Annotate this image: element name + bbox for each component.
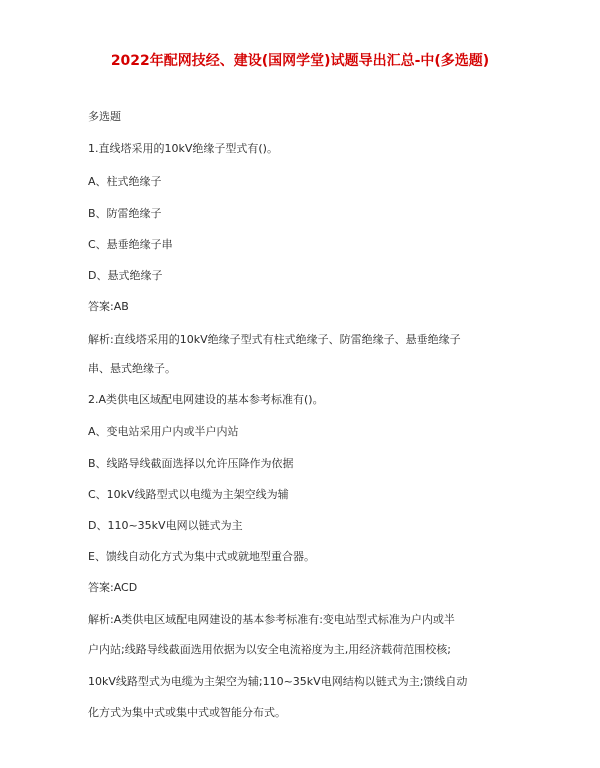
q2-option-a: A、变电站采用户内或半户内站 bbox=[88, 425, 239, 438]
q2-option-e: E、馈线自动化方式为集中式或就地型重合器。 bbox=[88, 550, 315, 563]
section-heading: 多选题 bbox=[88, 110, 121, 123]
q2-option-c: C、10kV线路型式以电缆为主架空线为辅 bbox=[88, 488, 289, 501]
q2-analysis-line: 10kV线路型式为电缆为主架空为辅;110~35kV电网结构以链式为主;馈线自动 bbox=[88, 675, 468, 688]
q1-option-c: C、悬垂绝缘子串 bbox=[88, 238, 173, 251]
question-1: 1.直线塔采用的10kV绝缘子型式有()。 bbox=[88, 142, 278, 155]
question-2: 2.A类供电区域配电网建设的基本参考标准有()。 bbox=[88, 393, 324, 406]
q2-answer: 答案:ACD bbox=[88, 581, 138, 594]
q2-analysis-line: 解析:A类供电区域配电网建设的基本参考标准有:变电站型式标准为户内或半 bbox=[88, 613, 455, 626]
q1-answer: 答案:AB bbox=[88, 300, 129, 313]
q2-analysis-line: 化方式为集中式或集中式或智能分布式。 bbox=[88, 706, 286, 719]
q1-option-a: A、柱式绝缘子 bbox=[88, 175, 162, 188]
document-title: 2022年配网技经、建设(国网学堂)试题导出汇总-中(多选题) bbox=[110, 53, 490, 69]
q1-analysis-line: 解析:直线塔采用的10kV绝缘子型式有柱式绝缘子、防雷绝缘子、悬垂绝缘子 bbox=[88, 333, 461, 346]
q2-option-d: D、110~35kV电网以链式为主 bbox=[88, 519, 243, 532]
q2-option-b: B、线路导线截面选择以允许压降作为依据 bbox=[88, 457, 294, 470]
q1-analysis-line: 串、悬式绝缘子。 bbox=[88, 362, 176, 375]
q1-option-b: B、防雷绝缘子 bbox=[88, 207, 162, 220]
q2-analysis-line: 户内站;线路导线截面选用依据为以安全电流裕度为主,用经济载荷范围校核; bbox=[88, 643, 451, 656]
q1-option-d: D、悬式绝缘子 bbox=[88, 269, 163, 282]
